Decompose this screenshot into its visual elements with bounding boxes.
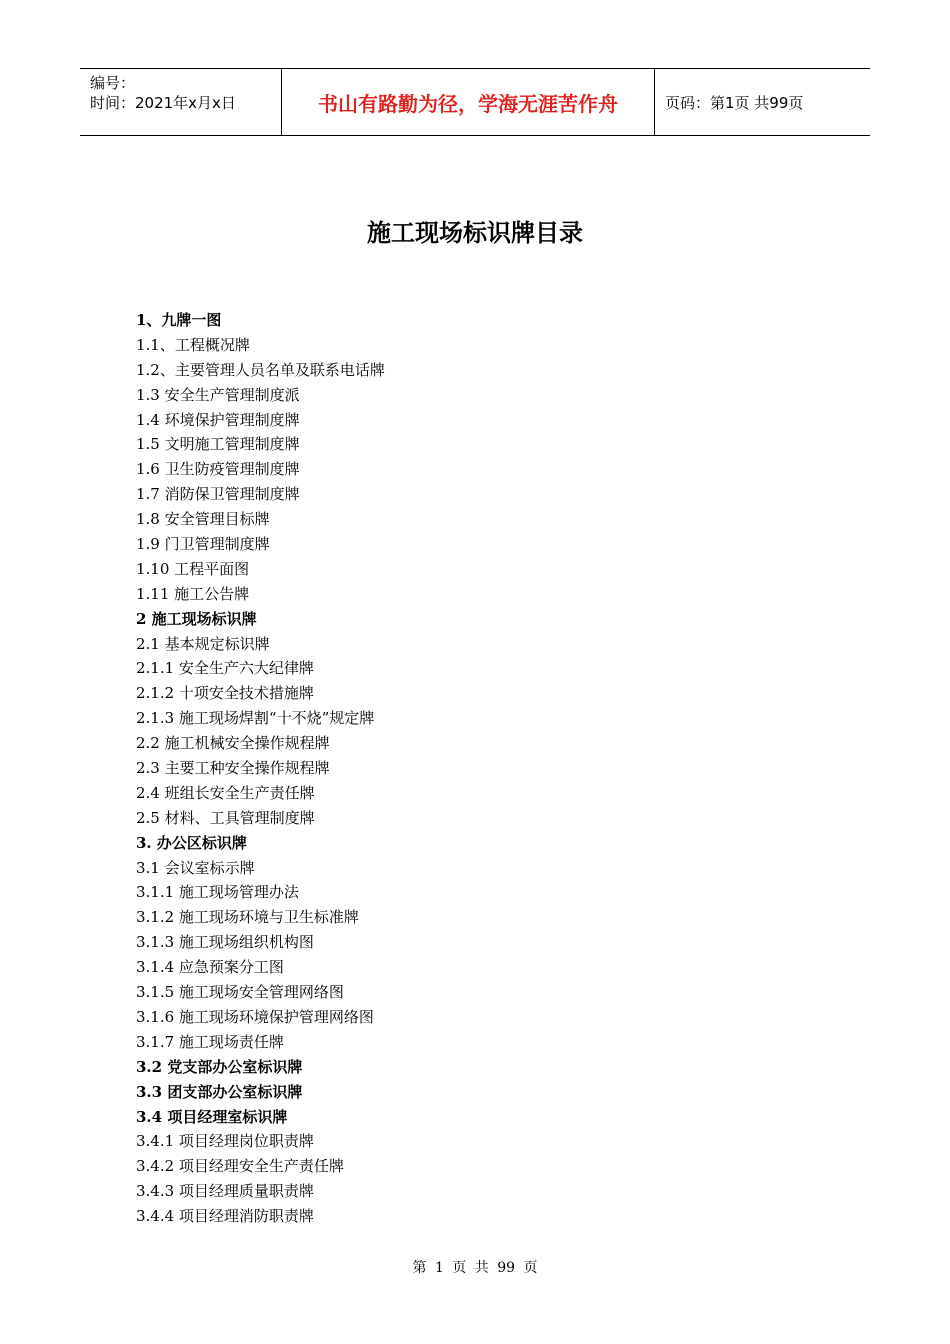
toc-item: 3.1 会议室标示牌 xyxy=(136,858,255,877)
page-info: 页码：第1页 共99页 xyxy=(665,93,804,112)
toc-item: 3.1.6 施工现场环境保护管理网络图 xyxy=(136,1007,374,1026)
toc-item: 2.1.3 施工现场焊割“十不烧”规定牌 xyxy=(136,709,375,728)
toc-item: 1.9 门卫管理制度牌 xyxy=(136,535,270,554)
table-of-contents xyxy=(136,308,385,1229)
toc-item: 1.3 安全生产管理制度派 xyxy=(136,385,300,404)
toc-item: 1.1、工程概况牌 xyxy=(136,335,250,354)
toc-item: 1.7 消防保卫管理制度牌 xyxy=(136,485,300,504)
toc-item: 3.1.7 施工现场责任牌 xyxy=(136,1032,284,1051)
toc-item: 3.1.1 施工现场管理办法 xyxy=(136,883,299,902)
toc-item: 2.1.2 十项安全技术措施牌 xyxy=(136,684,314,703)
toc-item: 3.4.3 项目经理质量职责牌 xyxy=(136,1182,314,1201)
toc-item: 3.4.2 项目经理安全生产责任牌 xyxy=(136,1157,344,1176)
motto-text: 书山有路勤为径，学海无涯苦作舟 xyxy=(318,91,618,116)
toc-item: 2.2 施工机械安全操作规程牌 xyxy=(136,734,330,753)
number-label: 编号： xyxy=(90,74,136,92)
toc-item: 1.2、主要管理人员名单及联系电话牌 xyxy=(136,360,385,379)
toc-item: 1.4 环境保护管理制度牌 xyxy=(136,410,300,429)
toc-item: 3. 办公区标识牌 xyxy=(136,833,247,852)
toc-item: 3.3 团支部办公室标识牌 xyxy=(136,1082,303,1101)
toc-item: 3.4 项目经理室标识牌 xyxy=(136,1107,288,1126)
toc-item: 2.5 材料、工具管理制度牌 xyxy=(136,808,315,827)
toc-item: 2.1.1 安全生产六大纪律牌 xyxy=(136,659,314,678)
toc-item: 2.4 班组长安全生产责任牌 xyxy=(136,783,315,802)
toc-item: 1.10 工程平面图 xyxy=(136,559,250,578)
toc-item: 3.1.4 应急预案分工图 xyxy=(136,958,284,977)
page-footer: 第 1 页 共 99 页 xyxy=(412,1260,538,1276)
toc-item: 1.11 施工公告牌 xyxy=(136,584,250,603)
toc-item: 3.1.3 施工现场组织机构图 xyxy=(136,933,314,952)
toc-item: 1、九牌一图 xyxy=(136,311,222,329)
document-title: 施工现场标识牌目录 xyxy=(367,219,583,247)
toc-item: 1.6 卫生防疫管理制度牌 xyxy=(136,460,300,479)
toc-item: 2.3 主要工种安全操作规程牌 xyxy=(136,759,330,778)
toc-item: 2 施工现场标识牌 xyxy=(136,609,257,628)
toc-item: 3.1.2 施工现场环境与卫生标准牌 xyxy=(136,908,359,927)
toc-item: 1.5 文明施工管理制度牌 xyxy=(136,435,300,454)
toc-item: 3.2 党支部办公室标识牌 xyxy=(136,1057,303,1076)
toc-item: 3.1.5 施工现场安全管理网络图 xyxy=(136,983,344,1002)
toc-item: 3.4.1 项目经理岗位职责牌 xyxy=(136,1132,314,1151)
header-left-cell xyxy=(80,69,282,135)
toc-item: 3.4.4 项目经理消防职责牌 xyxy=(136,1207,314,1226)
time-label: 时间：2021年x月x日 xyxy=(90,94,236,112)
header-table xyxy=(80,68,870,136)
header-motto-cell xyxy=(282,69,655,135)
toc-item: 2.1 基本规定标识牌 xyxy=(136,634,270,653)
toc-item: 1.8 安全管理目标牌 xyxy=(136,510,270,529)
header-page-cell xyxy=(655,69,870,135)
